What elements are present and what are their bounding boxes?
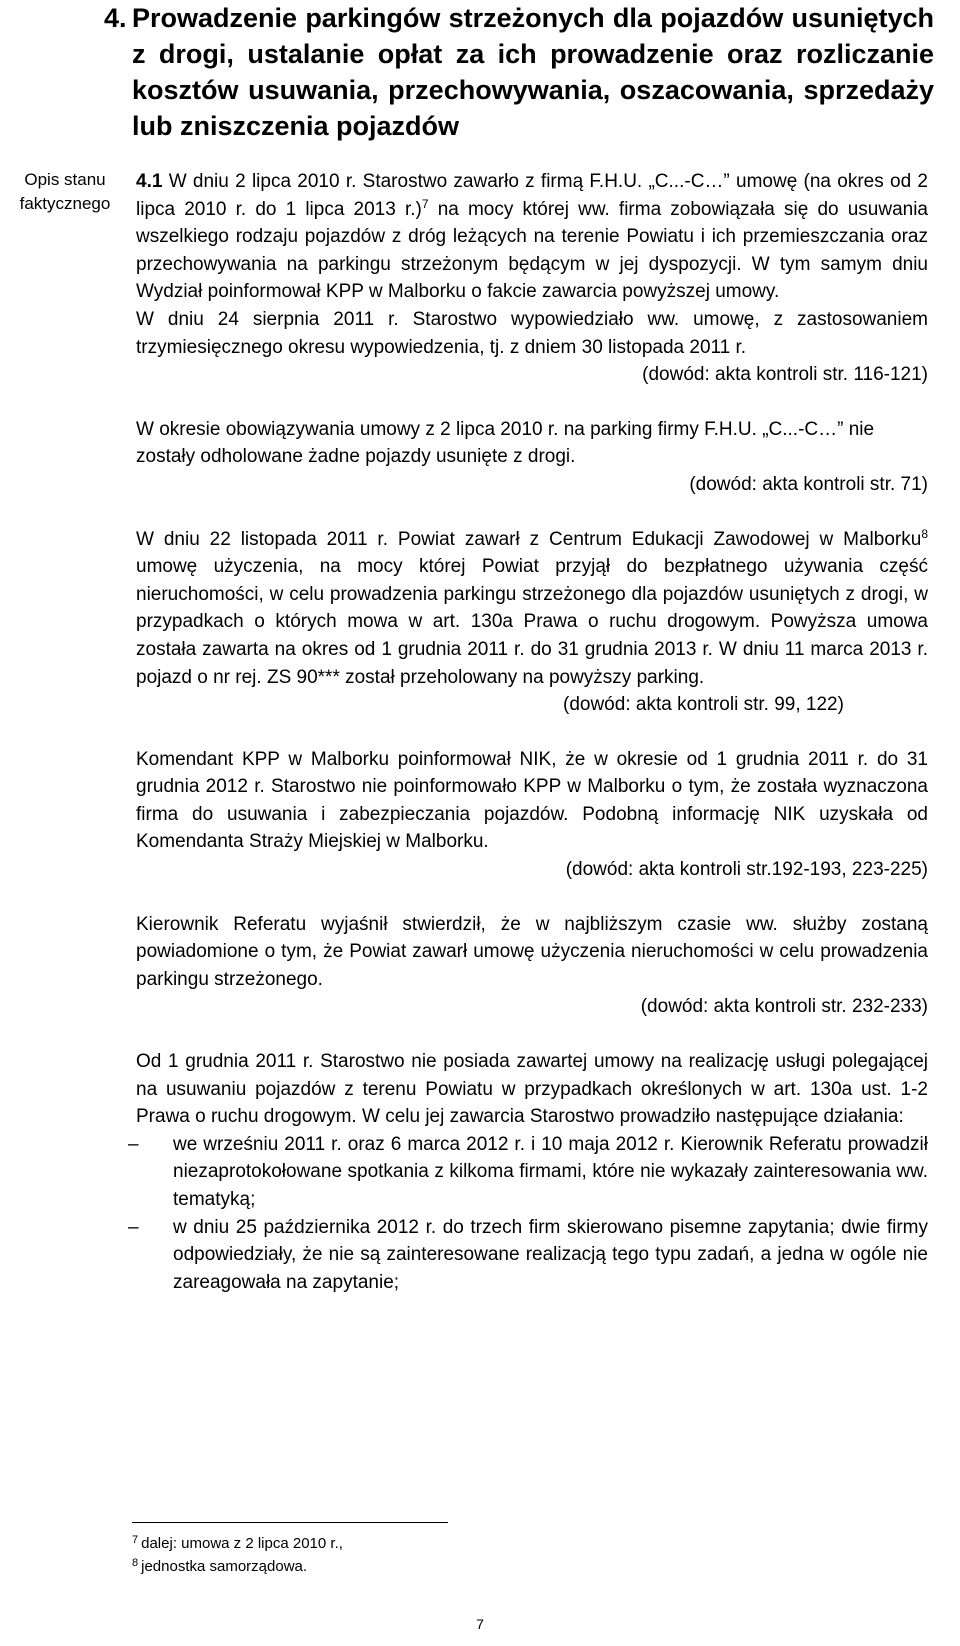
paragraph-4-text-a: W dniu 22 listopada 2011 r. Powiat zawarł z Centrum Edukacji Zawodowej w Malborku — [136, 528, 922, 550]
list-item — [128, 1214, 928, 1297]
section-number: 4. — [104, 3, 127, 33]
evidence-3: (dowód: akta kontroli str. 99, 122) — [563, 694, 844, 716]
spacer — [136, 1021, 928, 1048]
margin-note — [6, 168, 124, 216]
paragraph-1-text-b: na mocy której ww. firma zobowiązała się do usuwania wszelkiego rodzaju pojazdów z dróg leżących na terenie Powiatu i ich przemieszczania oraz przechowywania na parkingu strzeżonym będącym w jej dyspozycji. W tym samym dniu Wydział poinformował KPP w Malborku o fakcie zawarcia powyższej umowy. — [136, 198, 928, 303]
paragraph-2: W dniu 24 sierpnia 2011 r. Starostwo wypowiedziało ww. umowę, z zastosowaniem trzymiesięcznego okresu wypowiedzenia, tj. z dniem 30 listopada 2011 r. — [136, 308, 928, 358]
list-item-text: w dniu 25 października 2012 r. do trzech firm skierowano pisemne zapytania; dwie firmy odpowiedziały, że nie są zainteresowane realizacją tego typu zadań, a jedna w ogóle nie zareagowała na zapytanie; — [173, 1216, 928, 1293]
paragraph-1 — [136, 168, 928, 306]
footnote-8 — [132, 1557, 832, 1576]
dash-bullet: – — [128, 1216, 139, 1238]
footnote-mark: 8 — [132, 1557, 139, 1569]
paragraph-4 — [136, 526, 928, 692]
paragraph-1-text-a: W dniu 2 lipca 2010 r. Starostwo zawarło z firmą F.H.U. „C...-C…” umowę (na okres od 2 lipca 2010 r. do 1 lipca 2013 r.) — [136, 171, 928, 220]
page-number: 7 — [476, 1616, 484, 1632]
evidence-1: (dowód: akta kontroli str. 116-121) — [642, 364, 928, 386]
dash-bullet: – — [128, 1133, 139, 1155]
subsection-number: 4.1 — [136, 171, 163, 192]
section-heading — [104, 0, 934, 144]
spacer — [136, 719, 928, 746]
action-list — [128, 1131, 928, 1297]
list-item-text: we wrześniu 2011 r. oraz 6 marca 2012 r. i 10 maja 2012 r. Kierownik Referatu prowadził niezaprotokołowane spotkania z kilkoma firmami, które nie wykazały zainteresowania ww. tematyką; — [173, 1133, 928, 1210]
margin-note-line-2: faktycznego — [19, 194, 111, 213]
paragraph-3: W okresie obowiązywania umowy z 2 lipca 2010 r. na parking firmy F.H.U. „C...-C…” nie zostały odholowane żadne pojazdy usunięte z drogi. — [136, 418, 875, 468]
section-title: Prowadzenie parkingów strzeżonych dla pojazdów usuniętych z drogi, ustalanie opłat za ich prowadzenie oraz rozliczanie kosztów usuwania, przechowywania, oszacowania, sprzedaży lub zniszczenia pojazdów — [132, 3, 934, 141]
footnote-text: dalej: umowa z 2 lipca 2010 r., — [141, 1535, 343, 1552]
footnote-text: jednostka samorządowa. — [141, 1558, 308, 1575]
main-body — [128, 168, 928, 1296]
evidence-5: (dowód: akta kontroli str. 232-233) — [640, 996, 928, 1018]
spacer — [136, 499, 928, 526]
margin-note-line-1: Opis stanu — [24, 170, 106, 189]
paragraph-6: Kierownik Referatu wyjaśnił stwierdził, że w najbliższym czasie ww. służby zostaną powiadomione o tym, że Powiat zawarł umowę użyczenia nieruchomości w celu prowadzenia parkingu strzeżonego. — [136, 913, 928, 990]
spacer — [136, 884, 928, 911]
footnote-ref-8: 8 — [921, 526, 928, 541]
footnote-ref-7: 7 — [421, 196, 429, 211]
footnote-separator — [132, 1522, 448, 1523]
footnotes — [132, 1534, 832, 1580]
paragraph-7: Od 1 grudnia 2011 r. Starostwo nie posiada zawartej umowy na realizację usługi polegającej na usuwaniu pojazdów z terenu Powiatu w przypadkach określonych w art. 130a ust. 1-2 Prawa o ruchu drogowym. W celu jej zawarcia Starostwo prowadziło następujące działania: — [136, 1051, 928, 1128]
spacer — [136, 389, 928, 416]
paragraph-4-text-b: umowę użyczenia, na mocy której Powiat przyjął do bezpłatnego używania część nieruchomości, w celu prowadzenia parkingu strzeżonego dla pojazdów usuniętych z drogi, w przypadkach o których mowa w art. 130a Prawa o ruchu drogowym. Powyższa umowa została zawarta na okres od 1 grudnia 2011 r. do 31 grudnia 2013 r. W dniu 11 marca 2013 r. pojazd o nr rej. ZS 90*** został przeholowany na powyższy parking. — [136, 556, 928, 688]
footnote-mark: 7 — [132, 1534, 139, 1546]
list-item — [128, 1131, 928, 1214]
evidence-2: (dowód: akta kontroli str. 71) — [689, 473, 928, 495]
paragraph-5: Komendant KPP w Malborku poinformował NIK, że w okresie od 1 grudnia 2011 r. do 31 grudnia 2012 r. Starostwo nie poinformowało KPP w Malborku o tym, że została wyznaczona firma do usuwania i zabezpieczania pojazdów. Podobną informację NIK uzyskała od Komendanta Straży Miejskiej w Malborku. — [136, 748, 928, 853]
footnote-7 — [132, 1534, 832, 1553]
evidence-4: (dowód: akta kontroli str.192-193, 223-225) — [565, 859, 928, 881]
